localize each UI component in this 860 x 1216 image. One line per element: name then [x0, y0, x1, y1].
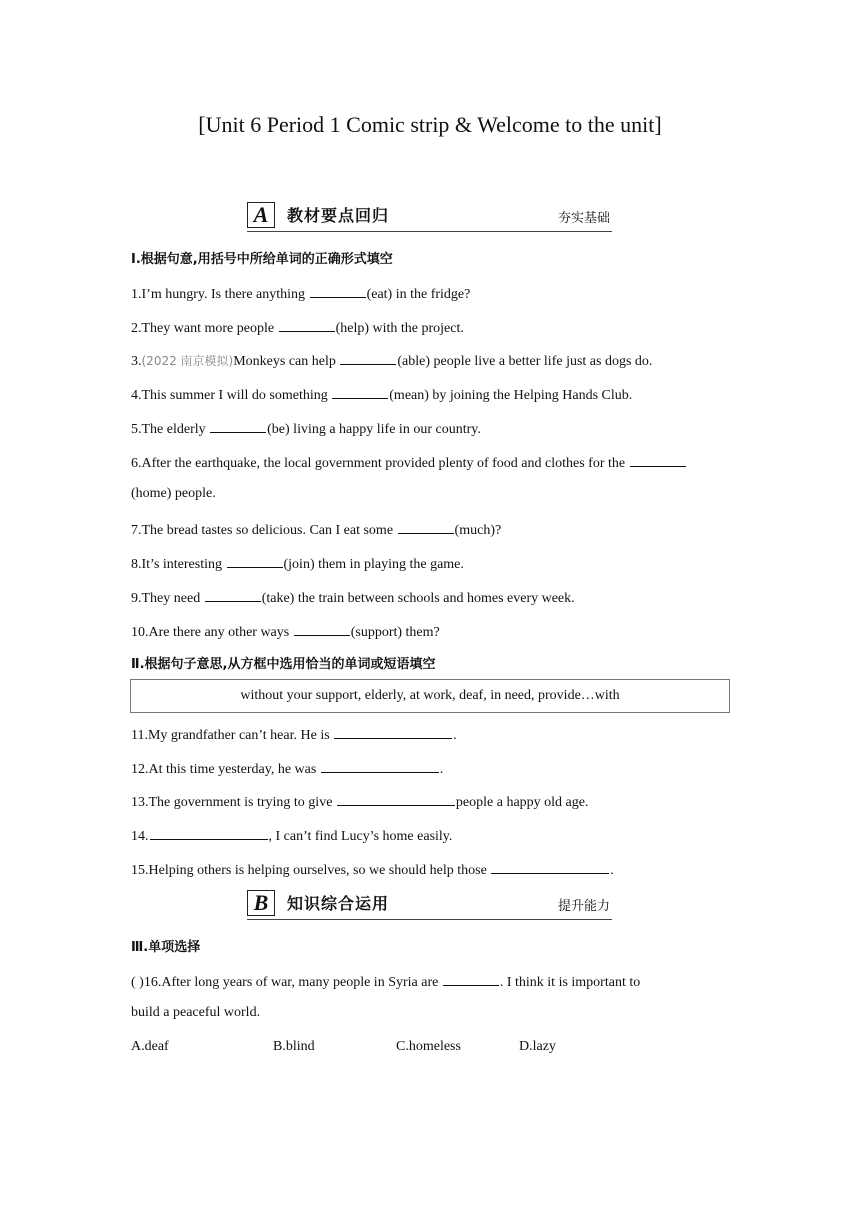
answer-blank[interactable] — [310, 283, 366, 298]
page-title: [Unit 6 Period 1 Comic strip & Welcome to the unit] — [198, 112, 662, 137]
answer-blank[interactable] — [332, 384, 388, 399]
answer-blank[interactable] — [491, 859, 609, 874]
badge-a-icon: A — [247, 202, 275, 228]
banner-a-subtitle: 夯实基础 — [557, 211, 610, 226]
section-banner-b — [247, 889, 612, 920]
option-c[interactable]: C.homeless — [396, 1039, 461, 1054]
question-2: 2.They want more people (help) with the project. — [131, 317, 464, 337]
option-a[interactable]: A.deaf — [131, 1039, 169, 1054]
section-banner-a — [247, 201, 612, 232]
answer-blank[interactable] — [150, 825, 268, 840]
answer-blank[interactable] — [334, 724, 452, 739]
question-16: ( )16.After long years of war, many people in Syria are . I think it is important to — [131, 971, 640, 991]
question-1: 1.I’m hungry. Is there anything (eat) in the fridge? — [131, 283, 470, 303]
answer-blank[interactable] — [337, 791, 455, 806]
question-6-line2: (home) people. — [131, 486, 216, 501]
question-11: 11.My grandfather can’t hear. He is . — [131, 724, 457, 744]
banner-b-subtitle: 提升能力 — [557, 899, 610, 914]
answer-blank[interactable] — [321, 758, 439, 773]
answer-blank[interactable] — [443, 971, 499, 986]
question-12: 12.At this time yesterday, he was . — [131, 758, 443, 778]
question-13: 13.The government is trying to give people a happy old age. — [131, 791, 588, 811]
source-note: (2022 南京模拟) — [141, 354, 234, 368]
answer-blank[interactable] — [210, 418, 266, 433]
question-5: 5.The elderly (be) living a happy life in our country. — [131, 418, 481, 438]
word-bank-box — [130, 679, 730, 713]
word-bank-text: without your support, elderly, at work, deaf, in need, provide…with — [240, 688, 620, 703]
question-6: 6.After the earthquake, the local government provided plenty of food and clothes for the — [131, 452, 687, 472]
answer-blank[interactable] — [340, 350, 396, 365]
answer-blank[interactable] — [294, 621, 350, 636]
question-10: 10.Are there any other ways (support) them? — [131, 621, 440, 641]
banner-a-title: 教材要点回归 — [287, 206, 390, 225]
question-15: 15.Helping others is helping ourselves, so we should help those . — [131, 859, 614, 879]
question-4: 4.This summer I will do something (mean) by joining the Helping Hands Club. — [131, 384, 632, 404]
question-8: 8.It’s interesting (join) them in playing the game. — [131, 553, 464, 573]
answer-blank[interactable] — [279, 317, 335, 332]
question-14: 14. , I can’t find Lucy’s home easily. — [131, 825, 452, 845]
question-16-line2: build a peaceful world. — [131, 1005, 261, 1020]
question-9: 9.They need (take) the train between schools and homes every week. — [131, 587, 575, 607]
section-3-heading: Ⅲ.单项选择 — [131, 940, 201, 955]
banner-b-title: 知识综合运用 — [287, 894, 390, 913]
question-7: 7.The bread tastes so delicious. Can I eat some (much)? — [131, 519, 501, 539]
section-2-heading: Ⅱ.根据句子意思,从方框中选用恰当的单词或短语填空 — [131, 657, 436, 672]
badge-b-icon: B — [247, 890, 275, 916]
option-b[interactable]: B.blind — [273, 1039, 315, 1054]
answer-blank[interactable] — [205, 587, 261, 602]
answer-blank[interactable] — [227, 553, 283, 568]
question-3: 3.(2022 南京模拟)Monkeys can help (able) people live a better life just as dogs do. — [131, 350, 652, 370]
answer-blank[interactable] — [630, 452, 686, 467]
answer-paren[interactable]: ( ) — [131, 975, 144, 990]
option-d[interactable]: D.lazy — [519, 1039, 556, 1054]
section-1-heading: Ⅰ.根据句意,用括号中所给单词的正确形式填空 — [131, 252, 393, 267]
answer-blank[interactable] — [398, 519, 454, 534]
